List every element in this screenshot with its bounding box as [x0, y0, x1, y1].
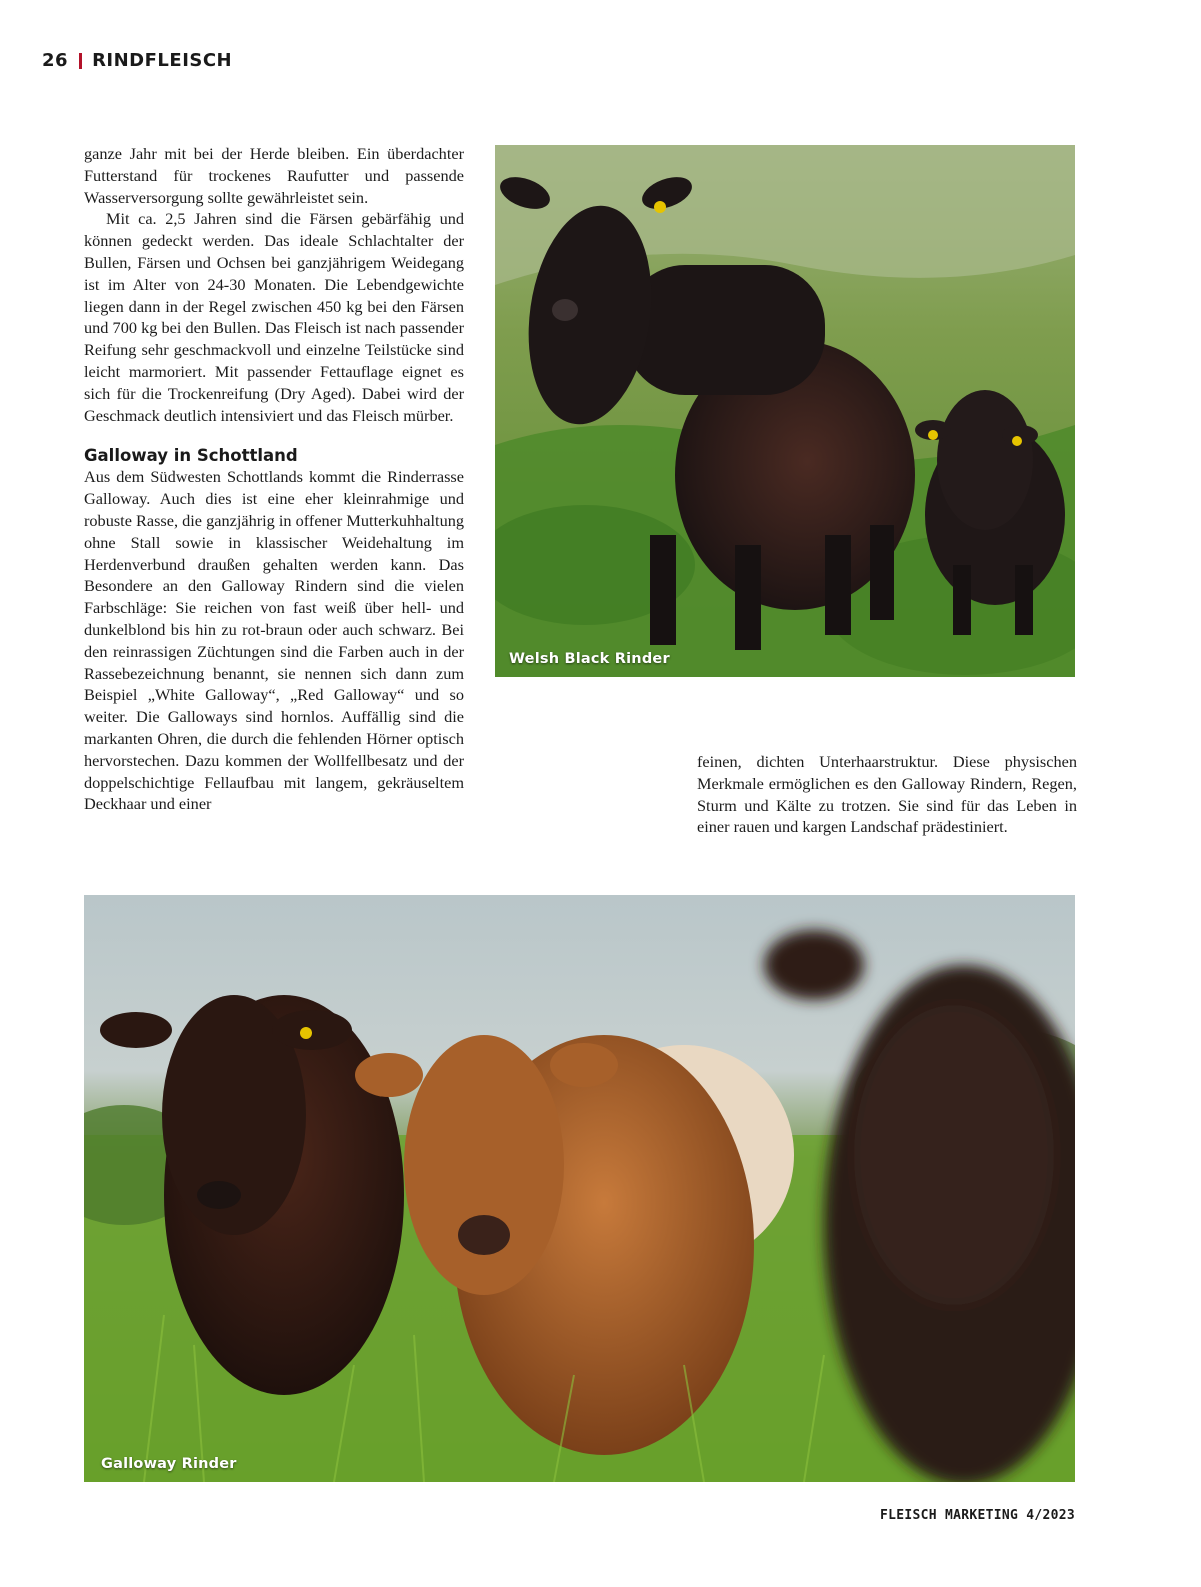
article-paragraph: feinen, dichten Unterhaarstruktur. Diese physischen Merkmale ermöglichen es den Galloway Rindern, Regen, Sturm und Kälte zu trotzen. Sie sind für das Leben in einer rauen und kargen Landschaf prädestiniert.	[697, 752, 1077, 837]
article-paragraph: Mit ca. 2,5 Jahren sind die Färsen gebärfähig und können gedeckt werden. Das ideale Schlachtalter der Bullen, Färsen und Ochsen bei ganzjährigem Weidegang ist im Alter von 24-30 Monaten. Die Lebendgewichte liegen dann in der Regel zwischen 450 kg bei den Färsen und 700 kg bei den Bullen. Das Fleisch ist nach passender Reifung sehr geschmackvoll und einzelne Teilstücke sind leicht marmoriert. Mit passender Fettauflage eignet es sich für die Trockenreifung (Dry Aged). Dabei wird der Geschmack deutlich intensiviert und das Fleisch mürber.	[84, 209, 464, 425]
cattle-photo-illustration	[84, 895, 1075, 1482]
article-paragraph: ganze Jahr mit bei der Herde bleiben. Ein überdachter Futterstand für trockenes Raufutter und passende Wasserversorgung sollte gewährleistet sein.	[84, 144, 464, 207]
page-footer	[880, 1508, 1075, 1523]
cattle-photo-illustration	[495, 145, 1075, 677]
header-separator	[79, 53, 82, 69]
section-heading: Galloway in Schottland	[84, 446, 298, 466]
magazine-name: FLEISCH MARKETING	[879, 1508, 1019, 1523]
photo-caption: Welsh Black Rinder	[509, 651, 670, 667]
article-column-left	[84, 143, 464, 815]
photo-caption: Galloway Rinder	[101, 1456, 237, 1472]
photo-welsh-black-cattle	[495, 145, 1075, 677]
page-number: 26	[42, 50, 69, 71]
issue-number: 4/2023	[1026, 1508, 1075, 1523]
photo-galloway-cattle	[84, 895, 1075, 1482]
section-title: RINDFLEISCH	[92, 50, 233, 71]
article-column-right	[697, 751, 1077, 838]
article-paragraph: Aus dem Südwesten Schottlands kommt die Rinderrasse Galloway. Auch dies ist eine eher kleinrahmige und robuste Rasse, die ganzjährig in offener Mutterkuhhaltung ohne Stall sowie in klassischer Weidehaltung im Herdenverbund draußen gehalten werden kann. Das Besondere an den Galloway Rindern sind die vielen Farbschläge: Sie reichen von fast weiß über hell- und dunkelblond bis hin zu rot-braun oder auch schwarz. Bei den reinrassigen Züchtungen sind die Farben auch in der Rassebezeichnung benannt, sie nennen sich dann zum Beispiel „White Galloway“, „Red Galloway“ und so weiter. Die Galloways sind hornlos. Auffällig sind die markanten Ohren, die durch die fehlenden Hörner optisch hervorstechen. Dazu kommen der Wollfellbesatz und der doppelschichtige Fellaufbau mit langem, gekräuseltem Deckhaar und einer	[84, 467, 464, 814]
page-header	[42, 50, 232, 71]
